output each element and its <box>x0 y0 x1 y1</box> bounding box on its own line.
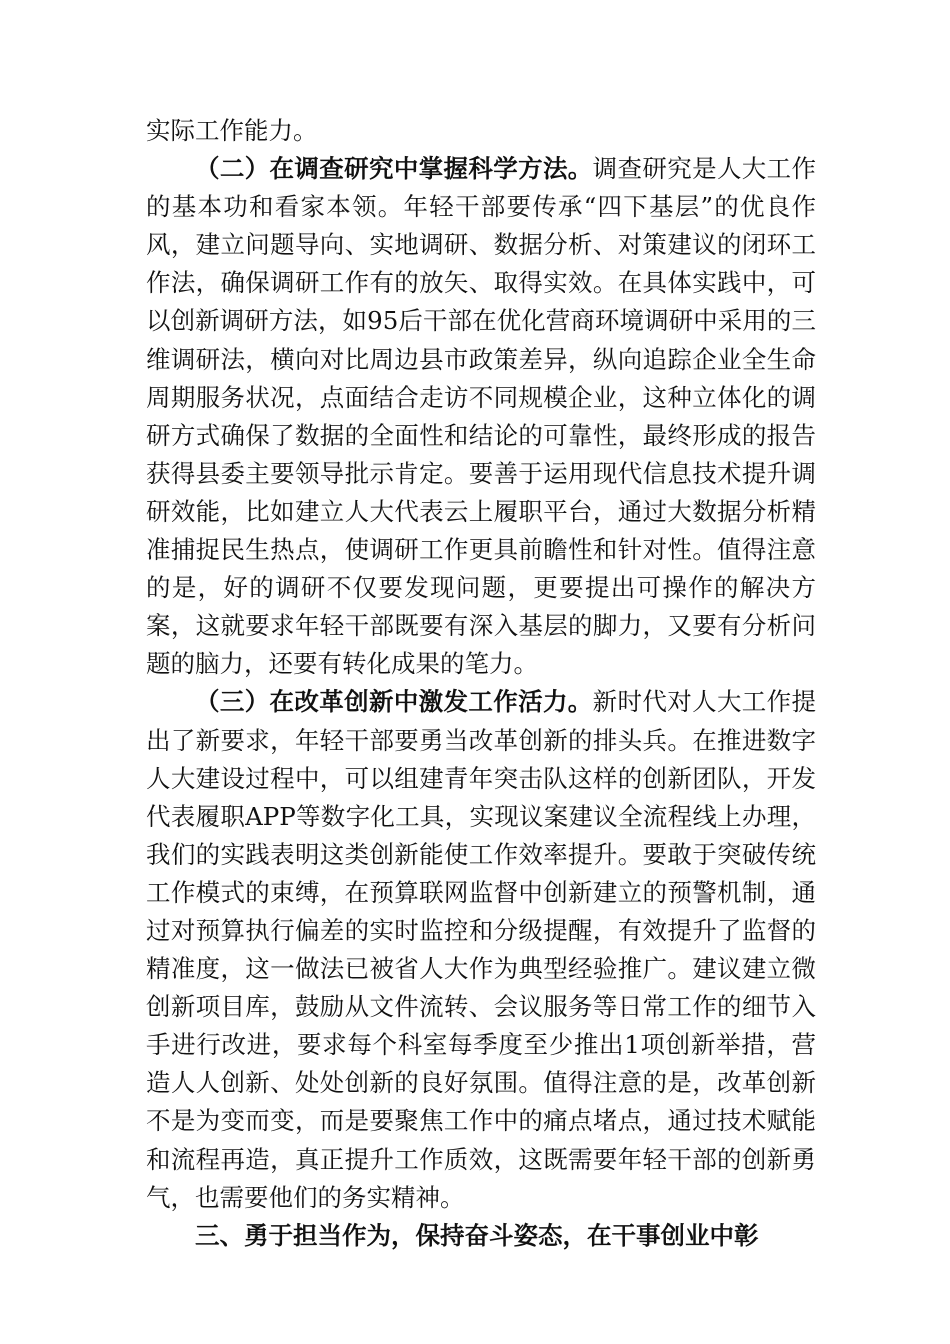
paragraph-text: 实际工作能力。 <box>146 116 318 145</box>
paragraph-survey-research <box>146 150 816 683</box>
paragraph-lead-heading: （三）在改革创新中激发工作活力。 <box>195 687 593 717</box>
paragraph-text: 调查研究是人大工作的基本功和看家本领。年轻干部要传承“四下基层”的优良作风，建立问题导向、实地调研、数据分析、对策建议的闭环工作法，确保调研工作有的放矢、取得实效。在具体实践中，可以创新调研方法，如95后干部在优化营商环境调研中采用的三维调研法，横向对比周边县市政策差异，纵向追踪企业全生命周期服务状况，点面结合走访不同规模企业，这种立体化的调研方式确保了数据的全面性和结论的可靠性，最终形成的报告获得县委主要领导批示肯定。要善于运用现代信息技术提升调研效能，比如建立人大代表云上履职平台，通过大数据分析精准捕捉民生热点，使调研工作更具前瞻性和针对性。值得注意的是，好的调研不仅要发现问题，更要提出可操作的解决方案，这就要求年轻干部既要有深入基层的脚力，又要有分析问题的脑力，还要有转化成果的笔力。 <box>146 154 817 679</box>
document-body <box>146 112 816 1255</box>
section-heading-text: 三、勇于担当作为，保持奋斗姿态，在干事创业中彰 <box>195 1220 759 1250</box>
section-heading <box>146 1217 816 1255</box>
paragraph-lead-heading: （二）在调查研究中掌握科学方法。 <box>195 154 593 184</box>
paragraph-continuation <box>146 112 816 150</box>
paragraph-text: 新时代对人大工作提出了新要求，年轻干部要勇当改革创新的排头兵。在推进数字人大建设过程中，可以组建青年突击队这样的创新团队，开发代表履职APP等数字化工具，实现议案建议全流程线上办理，我们的实践表明这类创新能使工作效率提升。要敢于突破传统工作模式的束缚，在预算联网监督中创新建立的预警机制，通过对预算执行偏差的实时监控和分级提醒，有效提升了监督的精准度，这一做法已被省人大作为典型经验推广。建议建立微创新项目库，鼓励从文件流转、会议服务等日常工作的细节入手进行改进，要求每个科室每季度至少推出1项创新举措，营造人人创新、处处创新的良好氛围。值得注意的是，改革创新不是为变而变，而是要聚焦工作中的痛点堵点，通过技术赋能和流程再造，真正提升工作质效，这既需要年轻干部的创新勇气，也需要他们的务实精神。 <box>146 687 817 1212</box>
paragraph-reform-innovation <box>146 683 816 1216</box>
